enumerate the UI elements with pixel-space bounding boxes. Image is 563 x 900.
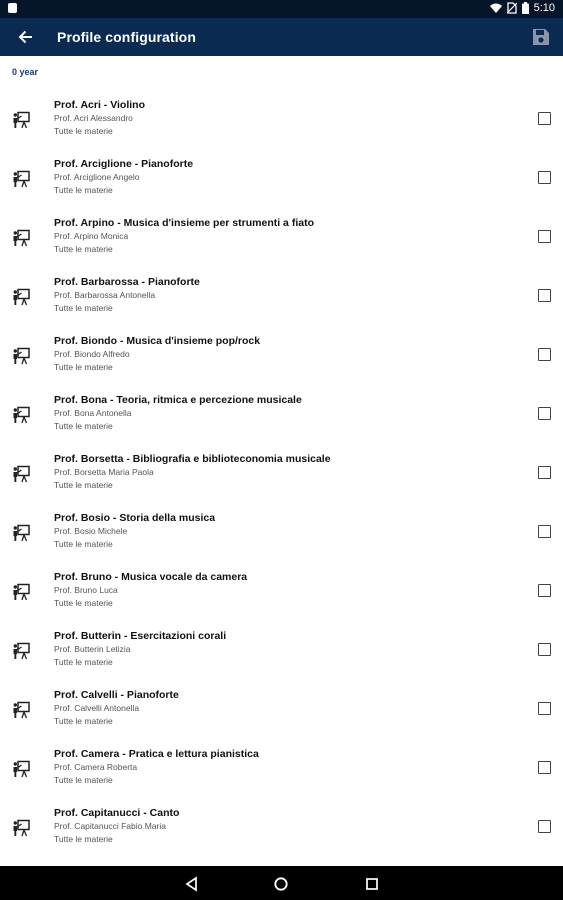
list-item-checkbox[interactable] bbox=[538, 584, 551, 597]
list-item-teacher: Prof. Borsetta Maria Paola bbox=[54, 467, 154, 477]
list-item[interactable] bbox=[0, 617, 563, 676]
list-item[interactable] bbox=[0, 558, 563, 617]
teacher-board-icon bbox=[12, 170, 30, 188]
teacher-board-icon bbox=[12, 347, 30, 365]
list-item-title: Prof. Barbarossa - Pianoforte bbox=[54, 276, 200, 288]
list-item-text bbox=[54, 689, 524, 728]
list-item-checkbox[interactable] bbox=[538, 466, 551, 479]
back-triangle-icon[interactable] bbox=[184, 876, 200, 892]
list-item-teacher: Prof. Biondo Alfredo bbox=[54, 349, 130, 359]
list-item-title: Prof. Arciglione - Pianoforte bbox=[54, 158, 194, 170]
battery-icon bbox=[522, 2, 529, 14]
list-item-subjects: Tutte le materie bbox=[54, 598, 113, 608]
list-item-checkbox[interactable] bbox=[538, 289, 551, 302]
list-item-teacher: Prof. Barbarossa Antonella bbox=[54, 290, 156, 300]
list-item-checkbox[interactable] bbox=[538, 348, 551, 361]
teacher-board-icon bbox=[12, 760, 30, 778]
list-item-text bbox=[54, 512, 524, 551]
list-item-checkbox[interactable] bbox=[538, 761, 551, 774]
wifi-icon bbox=[490, 3, 502, 14]
list-item[interactable] bbox=[0, 440, 563, 499]
teacher-board-icon bbox=[12, 642, 30, 660]
list-item-checkbox[interactable] bbox=[538, 112, 551, 125]
list-item-subjects: Tutte le materie bbox=[54, 834, 113, 844]
teacher-board-icon bbox=[12, 583, 30, 601]
system-nav-bar bbox=[0, 866, 563, 900]
list-item-title: Prof. Calvelli - Pianoforte bbox=[54, 689, 179, 701]
list-item[interactable] bbox=[0, 735, 563, 794]
list-item-teacher: Prof. Arpino Monica bbox=[54, 231, 129, 241]
list-item-teacher: Prof. Bruno Luca bbox=[54, 585, 118, 595]
list-item-text bbox=[54, 571, 524, 610]
list-item-text bbox=[54, 217, 524, 256]
list-item-title: Prof. Bruno - Musica vocale da camera bbox=[54, 571, 248, 583]
list-item-teacher: Prof. Calvelli Antonella bbox=[54, 703, 140, 713]
list-item-subjects: Tutte le materie bbox=[54, 421, 113, 431]
list-item-teacher: Prof. Capitanucci Fabio Maria bbox=[54, 821, 166, 831]
status-time: 5:10 bbox=[533, 2, 555, 14]
list-item-subjects: Tutte le materie bbox=[54, 480, 113, 490]
list-item-text bbox=[54, 453, 524, 492]
teacher-board-icon bbox=[12, 288, 30, 306]
list-item-title: Prof. Capitanucci - Canto bbox=[54, 807, 180, 819]
list-item-subjects: Tutte le materie bbox=[54, 244, 113, 254]
list-item-subjects: Tutte le materie bbox=[54, 126, 113, 136]
list-item-checkbox[interactable] bbox=[538, 525, 551, 538]
status-icons bbox=[490, 2, 555, 14]
list-item-title: Prof. Biondo - Musica d'insieme pop/rock bbox=[54, 335, 261, 347]
list-item-checkbox[interactable] bbox=[538, 407, 551, 420]
teacher-list bbox=[0, 86, 563, 853]
list-item-text bbox=[54, 158, 524, 197]
list-item[interactable] bbox=[0, 145, 563, 204]
list-item-title: Prof. Acri - Violino bbox=[54, 99, 146, 111]
list-item-title: Prof. Bosio - Storia della musica bbox=[54, 512, 216, 524]
notification-icon bbox=[8, 3, 17, 13]
list-item-subjects: Tutte le materie bbox=[54, 539, 113, 549]
list-item-subjects: Tutte le materie bbox=[54, 185, 113, 195]
list-item-text bbox=[54, 630, 524, 669]
list-item[interactable] bbox=[0, 322, 563, 381]
list-item-title: Prof. Arpino - Musica d'insieme per strumenti a fiato bbox=[54, 217, 314, 229]
list-item-text bbox=[54, 99, 524, 138]
teacher-board-icon bbox=[12, 524, 30, 542]
page-title: Profile configuration bbox=[57, 29, 196, 45]
list-item-teacher: Prof. Butterin Letizia bbox=[54, 644, 131, 654]
list-item-subjects: Tutte le materie bbox=[54, 657, 113, 667]
list-item[interactable] bbox=[0, 676, 563, 735]
list-item-text bbox=[54, 748, 524, 787]
list-item-checkbox[interactable] bbox=[538, 820, 551, 833]
list-item-subjects: Tutte le materie bbox=[54, 716, 113, 726]
list-item-teacher: Prof. Bosio Michele bbox=[54, 526, 128, 536]
list-item-title: Prof. Bona - Teoria, ritmica e percezione musicale bbox=[54, 394, 302, 406]
section-header: 0 year bbox=[12, 67, 39, 77]
list-item[interactable] bbox=[0, 86, 563, 145]
floppy-disk-icon[interactable] bbox=[531, 27, 551, 47]
list-item-text bbox=[54, 394, 524, 433]
list-item-teacher: Prof. Camera Roberta bbox=[54, 762, 138, 772]
teacher-board-icon bbox=[12, 111, 30, 129]
list-item[interactable] bbox=[0, 381, 563, 440]
teacher-board-icon bbox=[12, 229, 30, 247]
list-item-subjects: Tutte le materie bbox=[54, 775, 113, 785]
teacher-board-icon bbox=[12, 701, 30, 719]
list-item[interactable] bbox=[0, 794, 563, 853]
recents-square-icon[interactable] bbox=[364, 876, 380, 892]
list-item-title: Prof. Butterin - Esercitazioni corali bbox=[54, 630, 227, 642]
teacher-board-icon bbox=[12, 406, 30, 424]
no-sim-icon bbox=[507, 2, 517, 14]
app-bar bbox=[0, 18, 563, 56]
list-item-subjects: Tutte le materie bbox=[54, 362, 113, 372]
list-item-checkbox[interactable] bbox=[538, 230, 551, 243]
list-item-teacher: Prof. Arciglione Angelo bbox=[54, 172, 140, 182]
list-item-title: Prof. Borsetta - Bibliografia e biblioteconomia musicale bbox=[54, 453, 331, 465]
home-circle-icon[interactable] bbox=[273, 876, 289, 892]
list-item-teacher: Prof. Acri Alessandro bbox=[54, 113, 133, 123]
list-item[interactable] bbox=[0, 263, 563, 322]
teacher-board-icon bbox=[12, 465, 30, 483]
status-bar bbox=[0, 0, 563, 18]
arrow-left-icon[interactable] bbox=[16, 27, 36, 47]
list-item[interactable] bbox=[0, 204, 563, 263]
list-item-checkbox[interactable] bbox=[538, 171, 551, 184]
list-item-checkbox[interactable] bbox=[538, 643, 551, 656]
teacher-board-icon bbox=[12, 819, 30, 837]
list-item[interactable] bbox=[0, 499, 563, 558]
list-item-title: Prof. Camera - Pratica e lettura pianistica bbox=[54, 748, 259, 760]
list-item-checkbox[interactable] bbox=[538, 702, 551, 715]
list-item-text bbox=[54, 807, 524, 846]
list-item-teacher: Prof. Bona Antonella bbox=[54, 408, 132, 418]
list-item-text bbox=[54, 276, 524, 315]
list-item-subjects: Tutte le materie bbox=[54, 303, 113, 313]
list-item-text bbox=[54, 335, 524, 374]
